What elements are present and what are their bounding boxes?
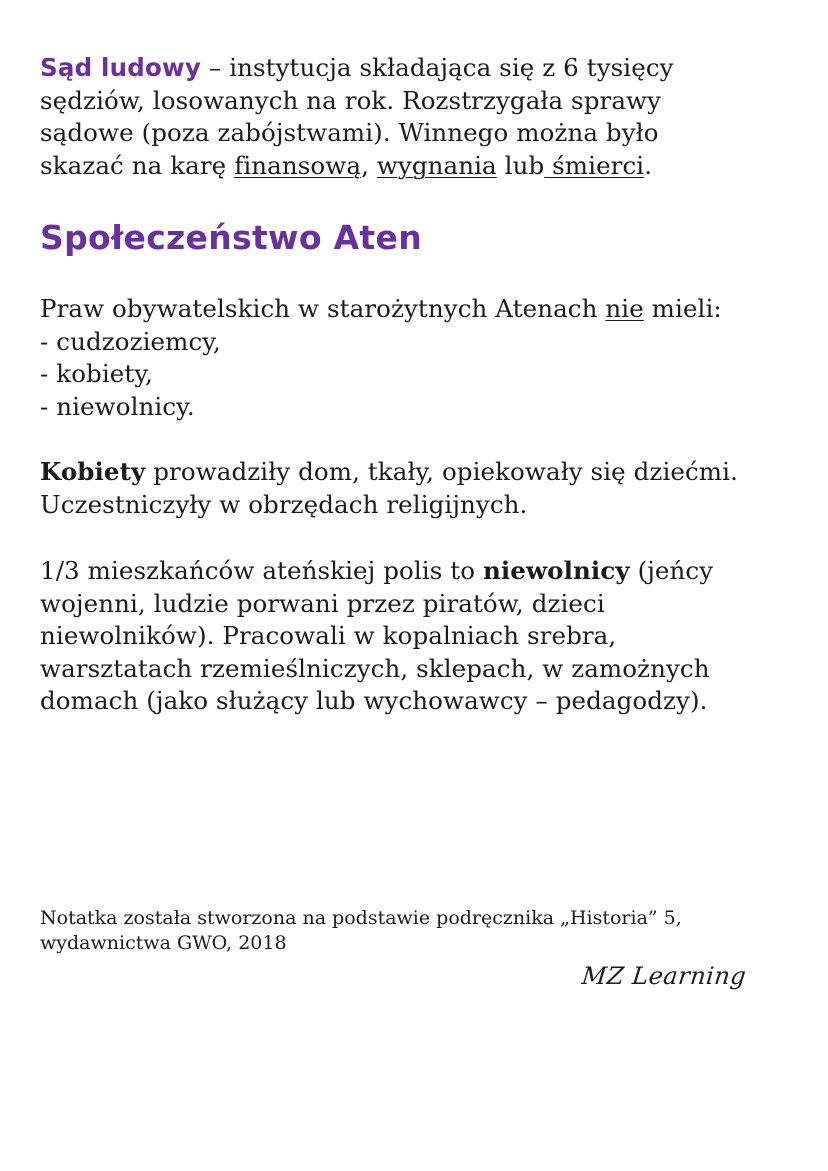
paragraph-line [40,52,800,85]
text-segment: prowadziły dom, tkały, opiekowały się dziećmi. [145,457,738,486]
text-segment: , [361,150,377,180]
paragraph-line: domach (jako służący lub wychowawcy – pedagodzy). [40,686,708,715]
paragraph-citizen-rights [40,293,820,423]
section-heading: Społeczeństwo Aten [40,218,422,257]
text-segment: (jeńcy [629,556,714,585]
text-segment: . [644,150,653,180]
paragraph-line [40,456,824,489]
paragraph-line: niewolników). Pracowali w kopalniach srebra, [40,621,617,650]
paragraph-kobiety [40,456,824,521]
penalty-exile: wygnania [376,150,497,180]
term-sad-ludowy: Sąd ludowy [40,53,202,82]
footnote-line: Notatka została stworzona na podstawie podręcznika „Historia” 5, [40,907,682,929]
paragraph-line [40,293,820,326]
source-footnote [40,906,682,956]
text-segment: lub [496,150,545,180]
paragraph-line: sędziów, losowanych na rok. Rozstrzygała sprawy [40,85,662,115]
list-item: - kobiety, [40,359,153,388]
text-segment: 1/3 mieszkańców ateńskiej polis to [40,556,483,585]
list-item: - cudzoziemcy, [40,326,221,356]
list-item: - niewolnicy. [40,391,195,421]
footnote-line: wydawnictwa GWO, 2018 [40,932,287,954]
paragraph-niewolnicy [40,555,824,718]
paragraph-line [40,150,800,183]
text-segment: – instytucja składająca się z 6 tysięcy [201,53,674,82]
term-niewolnicy: niewolnicy [482,556,630,585]
negation-underlined: nie [605,294,644,323]
text-segment: mieli: [643,294,722,323]
paragraph-line: wojenni, ludzie porwani przez piratów, dzieci [40,588,605,618]
text-segment: skazać na karę [40,150,235,180]
penalty-financial: finansową [234,150,362,180]
paragraph-line: sądowe (poza zabójstwami). Winnego można było [40,118,659,147]
paragraph-line: Uczestniczyły w obrzędach religijnych. [40,489,528,519]
term-kobiety: Kobiety [40,457,146,486]
paragraph-sad-ludowy [40,52,800,182]
penalty-death: śmierci [544,150,645,180]
text-segment: Praw obywatelskich w starożytnych Atenach [40,294,606,323]
paragraph-line: warsztatach rzemieślniczych, sklepach, w zamożnych [40,653,710,683]
paragraph-line [40,555,824,588]
author-signature: MZ Learning [580,962,748,990]
